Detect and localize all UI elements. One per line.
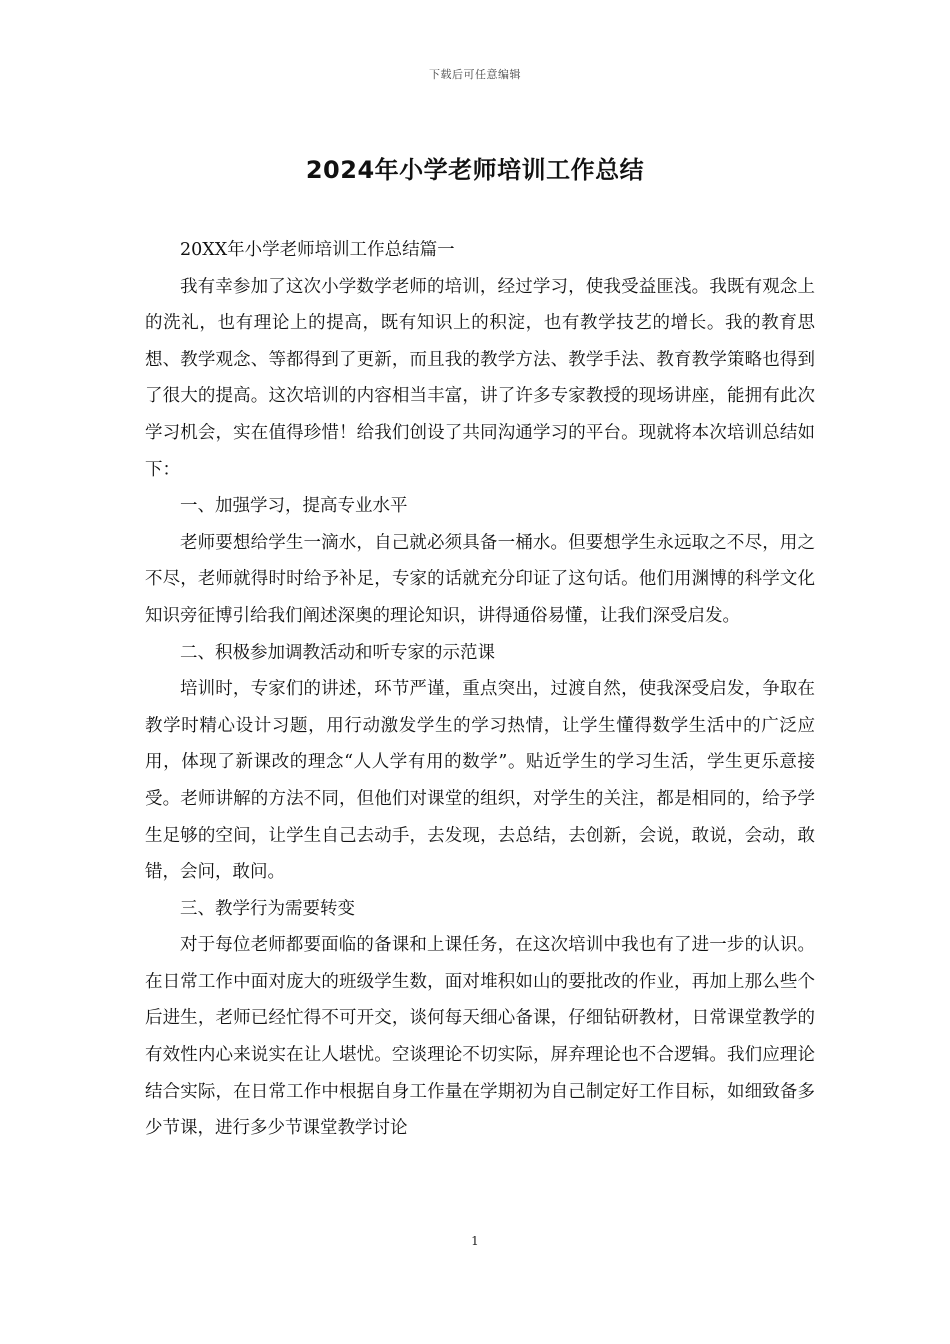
- document-body: [145, 232, 815, 1147]
- section-heading: 二、积极参加调教活动和听专家的示范课: [180, 642, 495, 663]
- body-paragraph: 我有幸参加了这次小学数学老师的培训，经过学习，使我受益匪浅。我既有观念上的洗礼，也有理论上的提高，既有知识上的积淀，也有教学技艺的增长。我的教育思想、教学观念、等都得到了更新，而且我的教学方法、教学手法、教育教学策略也得到了很大的提高。这次培训的内容相当丰富，讲了许多专家教授的现场讲座，能拥有此次学习机会，实在值得珍惜！给我们创设了共同沟通学习的平台。现就将本次培训总结如下：: [145, 276, 815, 480]
- section-heading: 一、加强学习，提高专业水平: [180, 496, 408, 517]
- section-heading: 三、教学行为需要转变: [180, 898, 355, 919]
- body-paragraph: 培训时，专家们的讲述，环节严谨，重点突出，过渡自然，使我深受启发，争取在教学时精心设计习题，用行动激发学生的学习热情，让学生懂得数学生活中的广泛应用，体现了新课改的理念“人人学有用的数学”。贴近学生的学习生活，学生更乐意接受。老师讲解的方法不同，但他们对课堂的组织，对学生的关注，都是相同的，给予学生足够的空间，让学生自己去动手，去发现，去总结，去创新，会说，敢说，会动，敢错，会问，敢问。: [145, 679, 815, 883]
- header-note: 下载后可任意编辑: [429, 68, 521, 81]
- body-paragraph: 老师要想给学生一滴水，自己就必须具备一桶水。但要想学生永远取之不尽，用之不尽，老师就得时时给予补足，专家的话就充分印证了这句话。他们用渊博的科学文化知识旁征博引给我们阐述深奥的理论知识，讲得通俗易懂，让我们深受启发。: [145, 532, 815, 626]
- body-paragraph: 对于每位老师都要面临的备课和上课任务，在这次培训中我也有了进一步的认识。在日常工作中面对庞大的班级学生数，面对堆积如山的要批改的作业，再加上那么些个后进生，老师已经忙得不可开交，谈何每天细心备课，仔细钻研教材，日常课堂教学的有效性内心来说实在让人堪忧。空谈理论不切实际，屏弃理论也不合逻辑。我们应理论结合实际，在日常工作中根据自身工作量在学期初为自己制定好工作目标，如细致备多少节课，进行多少节课堂教学讨论: [145, 935, 815, 1139]
- section-heading: 20XX年小学老师培训工作总结篇一: [180, 240, 455, 260]
- document-title: 2024年小学老师培训工作总结: [305, 156, 645, 184]
- page-number: 1: [471, 1234, 479, 1248]
